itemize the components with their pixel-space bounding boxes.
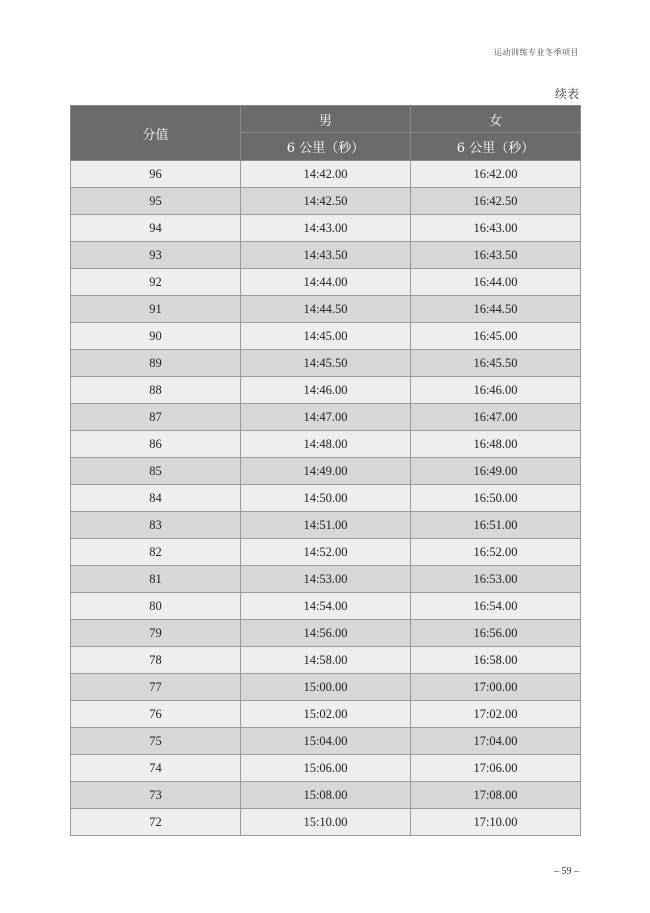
continued-label: 续表 xyxy=(554,87,579,101)
cell-score: 83 xyxy=(71,512,241,539)
header-female-distance: 6 公里（秒） xyxy=(411,133,581,161)
cell-female: 16:49.00 xyxy=(411,458,581,485)
table-row xyxy=(71,809,581,836)
cell-score: 91 xyxy=(71,296,241,323)
cell-score: 90 xyxy=(71,323,241,350)
cell-female: 16:42.00 xyxy=(411,161,581,188)
cell-male: 14:56.00 xyxy=(241,620,411,647)
cell-male: 15:00.00 xyxy=(241,674,411,701)
cell-male: 14:58.00 xyxy=(241,647,411,674)
cell-male: 14:43.50 xyxy=(241,242,411,269)
table-row xyxy=(71,404,581,431)
cell-score: 74 xyxy=(71,755,241,782)
cell-score: 94 xyxy=(71,215,241,242)
cell-score: 73 xyxy=(71,782,241,809)
cell-score: 87 xyxy=(71,404,241,431)
table-row xyxy=(71,674,581,701)
cell-female: 16:46.00 xyxy=(411,377,581,404)
table-row xyxy=(71,242,581,269)
table-row xyxy=(71,539,581,566)
page-number: – 59 – xyxy=(554,866,579,877)
cell-male: 14:54.00 xyxy=(241,593,411,620)
cell-score: 81 xyxy=(71,566,241,593)
cell-male: 14:53.00 xyxy=(241,566,411,593)
cell-score: 80 xyxy=(71,593,241,620)
cell-male: 14:48.00 xyxy=(241,431,411,458)
cell-female: 16:45.50 xyxy=(411,350,581,377)
cell-female: 17:02.00 xyxy=(411,701,581,728)
table-header xyxy=(71,106,581,161)
cell-score: 75 xyxy=(71,728,241,755)
table-row xyxy=(71,755,581,782)
cell-score: 72 xyxy=(71,809,241,836)
cell-male: 14:44.50 xyxy=(241,296,411,323)
cell-female: 16:43.50 xyxy=(411,242,581,269)
cell-male: 15:02.00 xyxy=(241,701,411,728)
table-row xyxy=(71,782,581,809)
cell-score: 95 xyxy=(71,188,241,215)
cell-female: 16:44.00 xyxy=(411,269,581,296)
cell-female: 17:08.00 xyxy=(411,782,581,809)
table-row xyxy=(71,350,581,377)
table-row xyxy=(71,431,581,458)
cell-score: 77 xyxy=(71,674,241,701)
table-row xyxy=(71,701,581,728)
cell-score: 92 xyxy=(71,269,241,296)
cell-male: 14:45.50 xyxy=(241,350,411,377)
cell-score: 76 xyxy=(71,701,241,728)
cell-male: 14:45.00 xyxy=(241,323,411,350)
cell-score: 85 xyxy=(71,458,241,485)
table-row xyxy=(71,215,581,242)
cell-female: 16:53.00 xyxy=(411,566,581,593)
cell-female: 16:44.50 xyxy=(411,296,581,323)
cell-male: 14:49.00 xyxy=(241,458,411,485)
cell-score: 82 xyxy=(71,539,241,566)
cell-female: 16:51.00 xyxy=(411,512,581,539)
cell-female: 16:47.00 xyxy=(411,404,581,431)
cell-female: 17:04.00 xyxy=(411,728,581,755)
cell-male: 15:06.00 xyxy=(241,755,411,782)
cell-score: 96 xyxy=(71,161,241,188)
cell-female: 16:56.00 xyxy=(411,620,581,647)
cell-male: 14:42.00 xyxy=(241,161,411,188)
table-row xyxy=(71,620,581,647)
running-header: 运动训练专业冬季项目 xyxy=(494,48,579,57)
table-row xyxy=(71,485,581,512)
cell-score: 88 xyxy=(71,377,241,404)
table-row xyxy=(71,458,581,485)
table-row xyxy=(71,566,581,593)
cell-female: 16:54.00 xyxy=(411,593,581,620)
cell-male: 14:50.00 xyxy=(241,485,411,512)
cell-male: 14:46.00 xyxy=(241,377,411,404)
cell-male: 14:52.00 xyxy=(241,539,411,566)
cell-score: 79 xyxy=(71,620,241,647)
header-score: 分值 xyxy=(71,106,241,161)
table-row xyxy=(71,188,581,215)
table-row xyxy=(71,377,581,404)
cell-female: 17:10.00 xyxy=(411,809,581,836)
cell-male: 14:51.00 xyxy=(241,512,411,539)
header-male-distance: 6 公里（秒） xyxy=(241,133,411,161)
table-row xyxy=(71,512,581,539)
cell-male: 15:10.00 xyxy=(241,809,411,836)
cell-female: 17:06.00 xyxy=(411,755,581,782)
cell-female: 16:43.00 xyxy=(411,215,581,242)
cell-female: 16:48.00 xyxy=(411,431,581,458)
table-row xyxy=(71,647,581,674)
cell-female: 16:58.00 xyxy=(411,647,581,674)
table-row xyxy=(71,593,581,620)
cell-score: 86 xyxy=(71,431,241,458)
score-table xyxy=(70,105,581,836)
header-male: 男 xyxy=(241,106,411,133)
cell-female: 16:45.00 xyxy=(411,323,581,350)
header-female: 女 xyxy=(411,106,581,133)
cell-female: 16:50.00 xyxy=(411,485,581,512)
cell-male: 14:43.00 xyxy=(241,215,411,242)
cell-score: 78 xyxy=(71,647,241,674)
cell-male: 14:44.00 xyxy=(241,269,411,296)
cell-male: 15:08.00 xyxy=(241,782,411,809)
cell-male: 15:04.00 xyxy=(241,728,411,755)
table-row xyxy=(71,296,581,323)
cell-male: 14:47.00 xyxy=(241,404,411,431)
table-row xyxy=(71,728,581,755)
table-row xyxy=(71,323,581,350)
cell-female: 17:00.00 xyxy=(411,674,581,701)
cell-male: 14:42.50 xyxy=(241,188,411,215)
cell-female: 16:42.50 xyxy=(411,188,581,215)
cell-score: 89 xyxy=(71,350,241,377)
cell-score: 93 xyxy=(71,242,241,269)
cell-female: 16:52.00 xyxy=(411,539,581,566)
table-body xyxy=(71,161,581,836)
table-row xyxy=(71,161,581,188)
table-row xyxy=(71,269,581,296)
cell-score: 84 xyxy=(71,485,241,512)
